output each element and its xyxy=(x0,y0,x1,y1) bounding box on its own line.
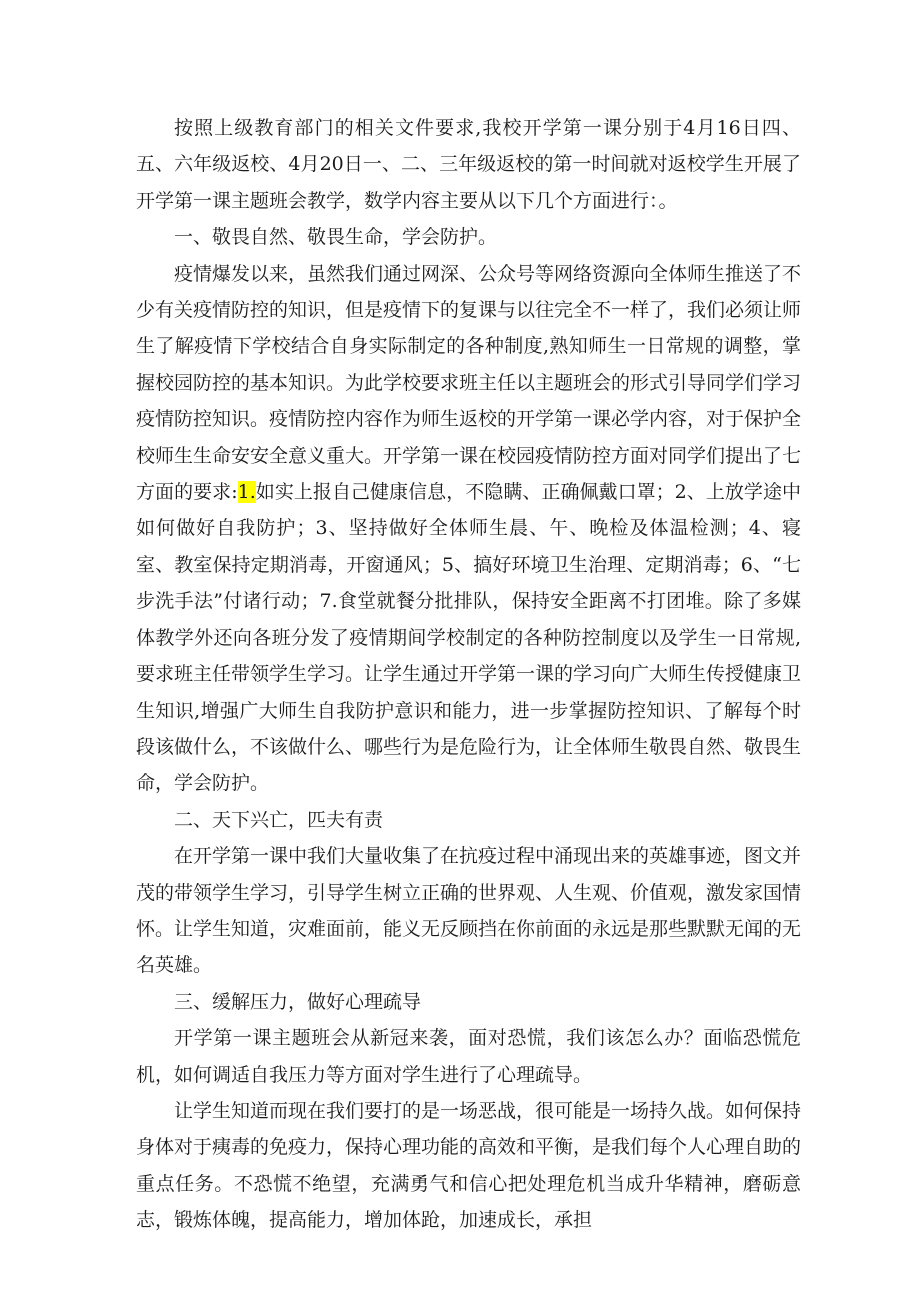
highlighted-text: 1. xyxy=(237,481,256,504)
section-3-paragraph-1: 开学第一课主题班会从新冠来袭，面对恐慌，我们该怎么办？面临恐慌危机，如何调适自我压力等方面对学生进行了心理疏导。 xyxy=(136,1027,801,1086)
section-1-text-before: 疫情爆发以来，虽然我们通过网深、公众号等网络资源向全体师生推送了不少有关疫情防控的知识，但是疫情下的复课与以往完全不一样了，我们必须让师生了解疫情下学校结合自身实际制定的各种制度,熟知师生一日常规的调整，掌握校园防控的基本知识。为此学校要求班主任以主题班会的形式引导同学们学习疫情防控知识。疫情防控内容作为师生返校的开学第一课必学内容，对于保护全校师生生命安安全意义重大。开学第一课在校园疫情防控方面对同学们提出了七方面的要求: xyxy=(136,262,802,504)
section-1-paragraph xyxy=(136,256,801,802)
section-heading-1: 一、敬畏自然、敬畏生命，学会防护。 xyxy=(174,226,498,249)
section-heading-3: 三、缓解压力，做好心理疏导 xyxy=(174,990,422,1013)
section-3-paragraph-2: 让学生知道而现在我们要打的是一场恶战，很可能是一场持久战。如何保持身体对于痍毒的免疫力，保持心理功能的高效和平衡，是我们每个人心理自助的重点任务。不恐慌不绝望，充满勇气和信心把处理危机当成升华精神，磨砺意志，锻炼体魄，提高能力，增加体跄，加速成长，承担 xyxy=(136,1099,802,1232)
document-body xyxy=(136,110,801,1239)
section-1-text-after: 如实上报自己健康信息，不隐瞒、正确佩戴口罩；2、上放学途中如何做好自我防护；3、坚持做好全体师生晨、午、晚检及体温检测；4、寝室、教室保持定期消毒，开窗通风；5、搞好环境卫生治理、定期消毒；6、“七步洗手法”付诸行动；7.食堂就餐分批排队，保持安全距离不打团堆。除了多媒体教学外还向各班分发了疫情期间学校制定的各种防控制度以及学生一日常规,要求班主任带领学生学习。让学生通过开学第一课的学习向广大师生传授健康卫生知识,增强广大师生自我防护意识和能力，进一步掌握防控知识、了解每个时段该做什么，不该做什么、哪些行为是危险行为，让全体师生敬畏自然、敬畏生命，学会防护。 xyxy=(136,481,802,795)
section-2-paragraph: 在开学第一课中我们大量收集了在抗疫过程中涌现出来的英雄事迹，图文并茂的带领学生学习，引导学生树立正确的世界观、人生观、价值观，激发家国情怀。让学生知道，灾难面前，能义无反顾挡在你前面的永远是那些默默无闻的无名英雄。 xyxy=(136,845,802,977)
intro-paragraph: 按照上级教育部门的相关文件要求,我校开学第一课分别于4月16日四、五、六年级返校、4月20日一、二、三年级返校的第一时间就对返校学生开展了开学第一课主题班会教学，数学内容主要从以下几个方面进行：。 xyxy=(136,117,801,212)
section-heading-2: 二、天下兴亡，匹夫有责 xyxy=(174,808,384,831)
